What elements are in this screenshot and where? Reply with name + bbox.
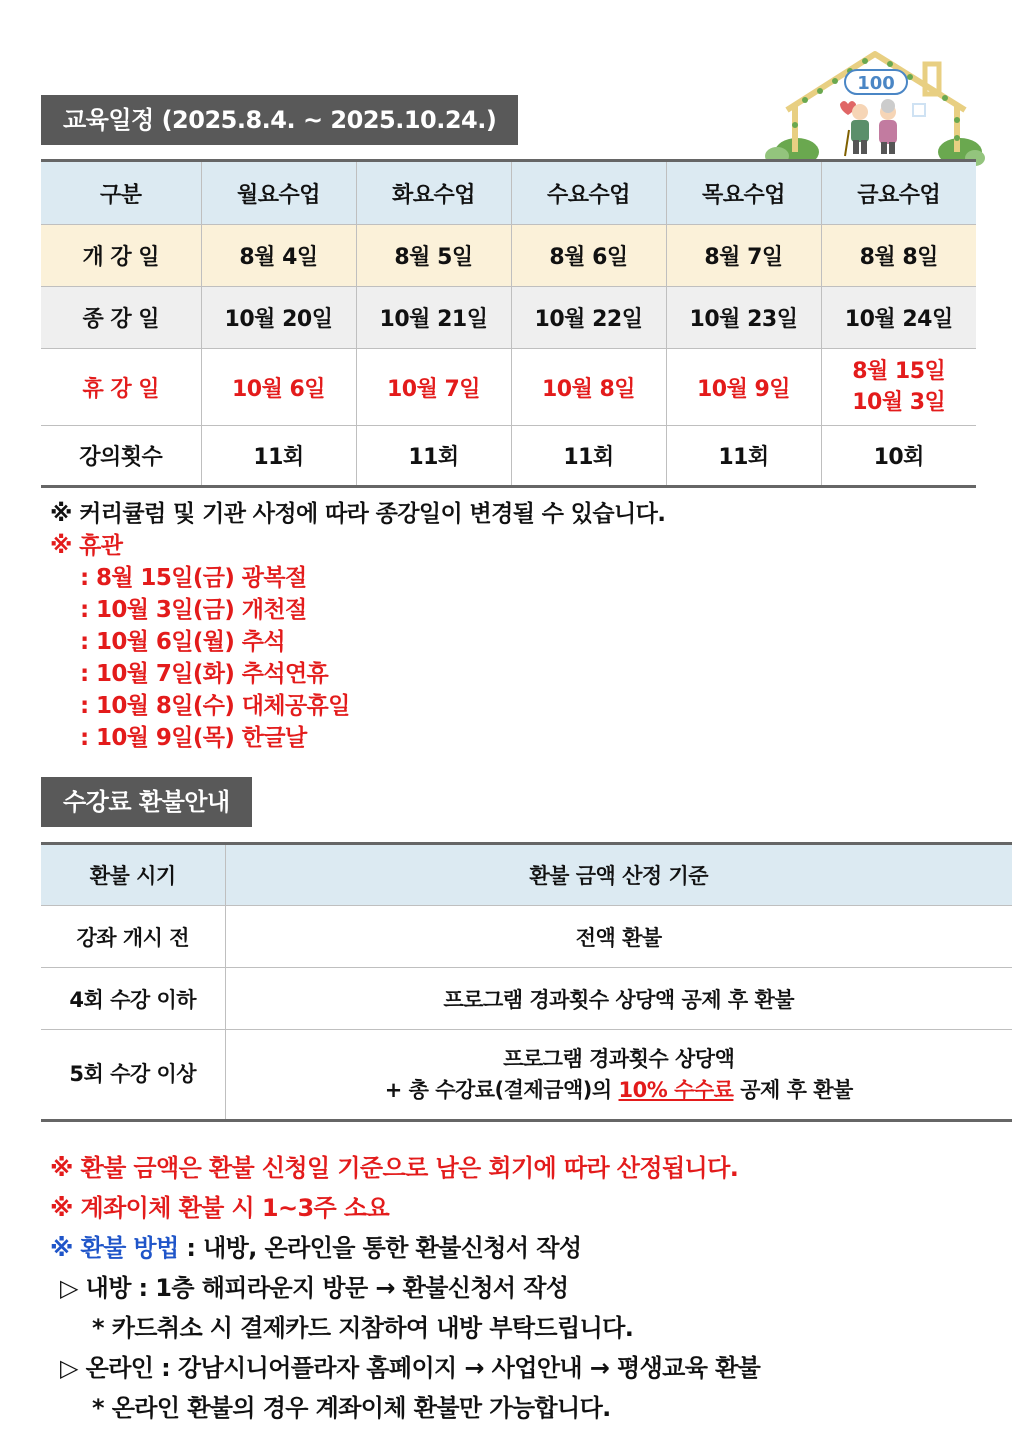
note-change: ※ 커리큘럼 및 기관 사정에 따라 종강일이 변경될 수 있습니다. [50,501,666,527]
refund-when: 4회 수강 이하 [41,968,225,1030]
table-cell: 10월 23일 [666,287,821,349]
table-cell: 8월 8일 [821,225,976,287]
table-row [41,349,976,426]
table-cell: 10월 6일 [201,349,356,426]
row-label-start: 개 강 일 [41,225,201,287]
holiday-fri-1: 8월 15일 [852,359,946,384]
header-refund-rule: 환불 금액 산정 기준 [225,844,1012,906]
refund-method-text: : 내방, 온라인을 통한 환불신청서 작성 [178,1234,582,1262]
table-cell: 8월 4일 [201,225,356,287]
table-cell: 8월 7일 [666,225,821,287]
header-wednesday: 수요수업 [511,161,666,225]
closed-item: : 10월 7일(화) 추석연휴 [80,661,329,687]
refund-when: 5회 수강 이상 [69,1062,197,1086]
table-cell: 11회 [511,426,666,487]
table-row [41,906,1012,968]
schedule-notes [50,498,665,754]
rule-post: 공제 후 환불 [733,1077,853,1102]
refund-note-card: * 카드취소 시 결제카드 지참하여 내방 부탁드립니다. [92,1314,634,1342]
table-row [41,968,1012,1030]
refund-rule-line1: 프로그램 경과횟수 상당액 [503,1046,735,1071]
table-cell [821,349,976,426]
table-row [41,426,976,487]
table-cell: 10월 22일 [511,287,666,349]
refund-note-1: ※ 환불 금액은 환불 신청일 기준으로 남은 회기에 따라 산정됩니다. [50,1154,739,1182]
table-cell: 11회 [356,426,511,487]
note-closed-title: ※ 휴관 [50,533,123,559]
table-cell: 11회 [201,426,356,487]
refund-when: 강좌 개시 전 [41,906,225,968]
header-friday: 금요수업 [821,161,976,225]
refund-note-visit: ▷ 내방 : 1층 해피라운지 방문 → 환불신청서 작성 [60,1274,569,1302]
closed-item: : 10월 9일(목) 한글날 [80,725,307,751]
header-thursday: 목요수업 [666,161,821,225]
refund-note-online-only: * 온라인 환불의 경우 계좌이체 환불만 가능합니다. [92,1394,611,1422]
rule-pre: + 총 수강료(결제금액)의 [384,1077,619,1102]
row-label-end: 종 강 일 [41,287,201,349]
badge-text: 100 [857,73,895,94]
table-cell: 10회 [821,426,976,487]
refund-method-label: ※ 환불 방법 [50,1234,179,1262]
refund-note-online: ▷ 온라인 : 강남시니어플라자 홈페이지 → 사업안내 → 평생교육 환불 [60,1354,761,1382]
refund-rule [225,1030,1012,1121]
closed-item: : 8월 15일(금) 광복절 [80,565,307,591]
refund-notes [50,1148,760,1428]
table-cell: 8월 5일 [356,225,511,287]
fee-highlight: 10% 수수료 [618,1077,734,1102]
table-cell: 10월 8일 [511,349,666,426]
header-category: 구분 [41,161,201,225]
table-cell: 10월 24일 [821,287,976,349]
refund-note-2: ※ 계좌이체 환불 시 1~3주 소요 [50,1194,390,1222]
schedule-section-title: 교육일정 (2025.8.4. ~ 2025.10.24.) [41,95,518,145]
holiday-fri-2: 10월 3일 [852,390,946,415]
header-monday: 월요수업 [201,161,356,225]
refund-rule: 프로그램 경과횟수 상당액 공제 후 환불 [225,968,1012,1030]
closed-item: : 10월 6일(월) 추석 [80,629,285,655]
schedule-header-row [41,161,976,225]
table-cell: 8월 6일 [511,225,666,287]
refund-note-3 [50,1228,760,1268]
table-cell: 10월 9일 [666,349,821,426]
table-row [41,225,976,287]
table-cell: 10월 21일 [356,287,511,349]
table-cell: 11회 [666,426,821,487]
table-row [41,1030,1012,1121]
closed-item: : 10월 3일(금) 개천절 [80,597,307,623]
header-refund-when: 환불 시기 [41,844,225,906]
schedule-table [41,159,976,488]
row-label-count: 강의횟수 [41,426,201,487]
refund-rule: 전액 환불 [225,906,1012,968]
table-row [41,287,976,349]
header-tuesday: 화요수업 [356,161,511,225]
closed-item: : 10월 8일(수) 대체공휴일 [80,693,350,719]
refund-header-row [41,844,1012,906]
refund-table [41,842,1012,1122]
table-cell: 10월 20일 [201,287,356,349]
refund-section-title: 수강료 환불안내 [41,777,252,827]
table-cell: 10월 7일 [356,349,511,426]
refund-rule-line2 [226,1075,1013,1106]
row-label-holiday: 휴 강 일 [41,349,201,426]
